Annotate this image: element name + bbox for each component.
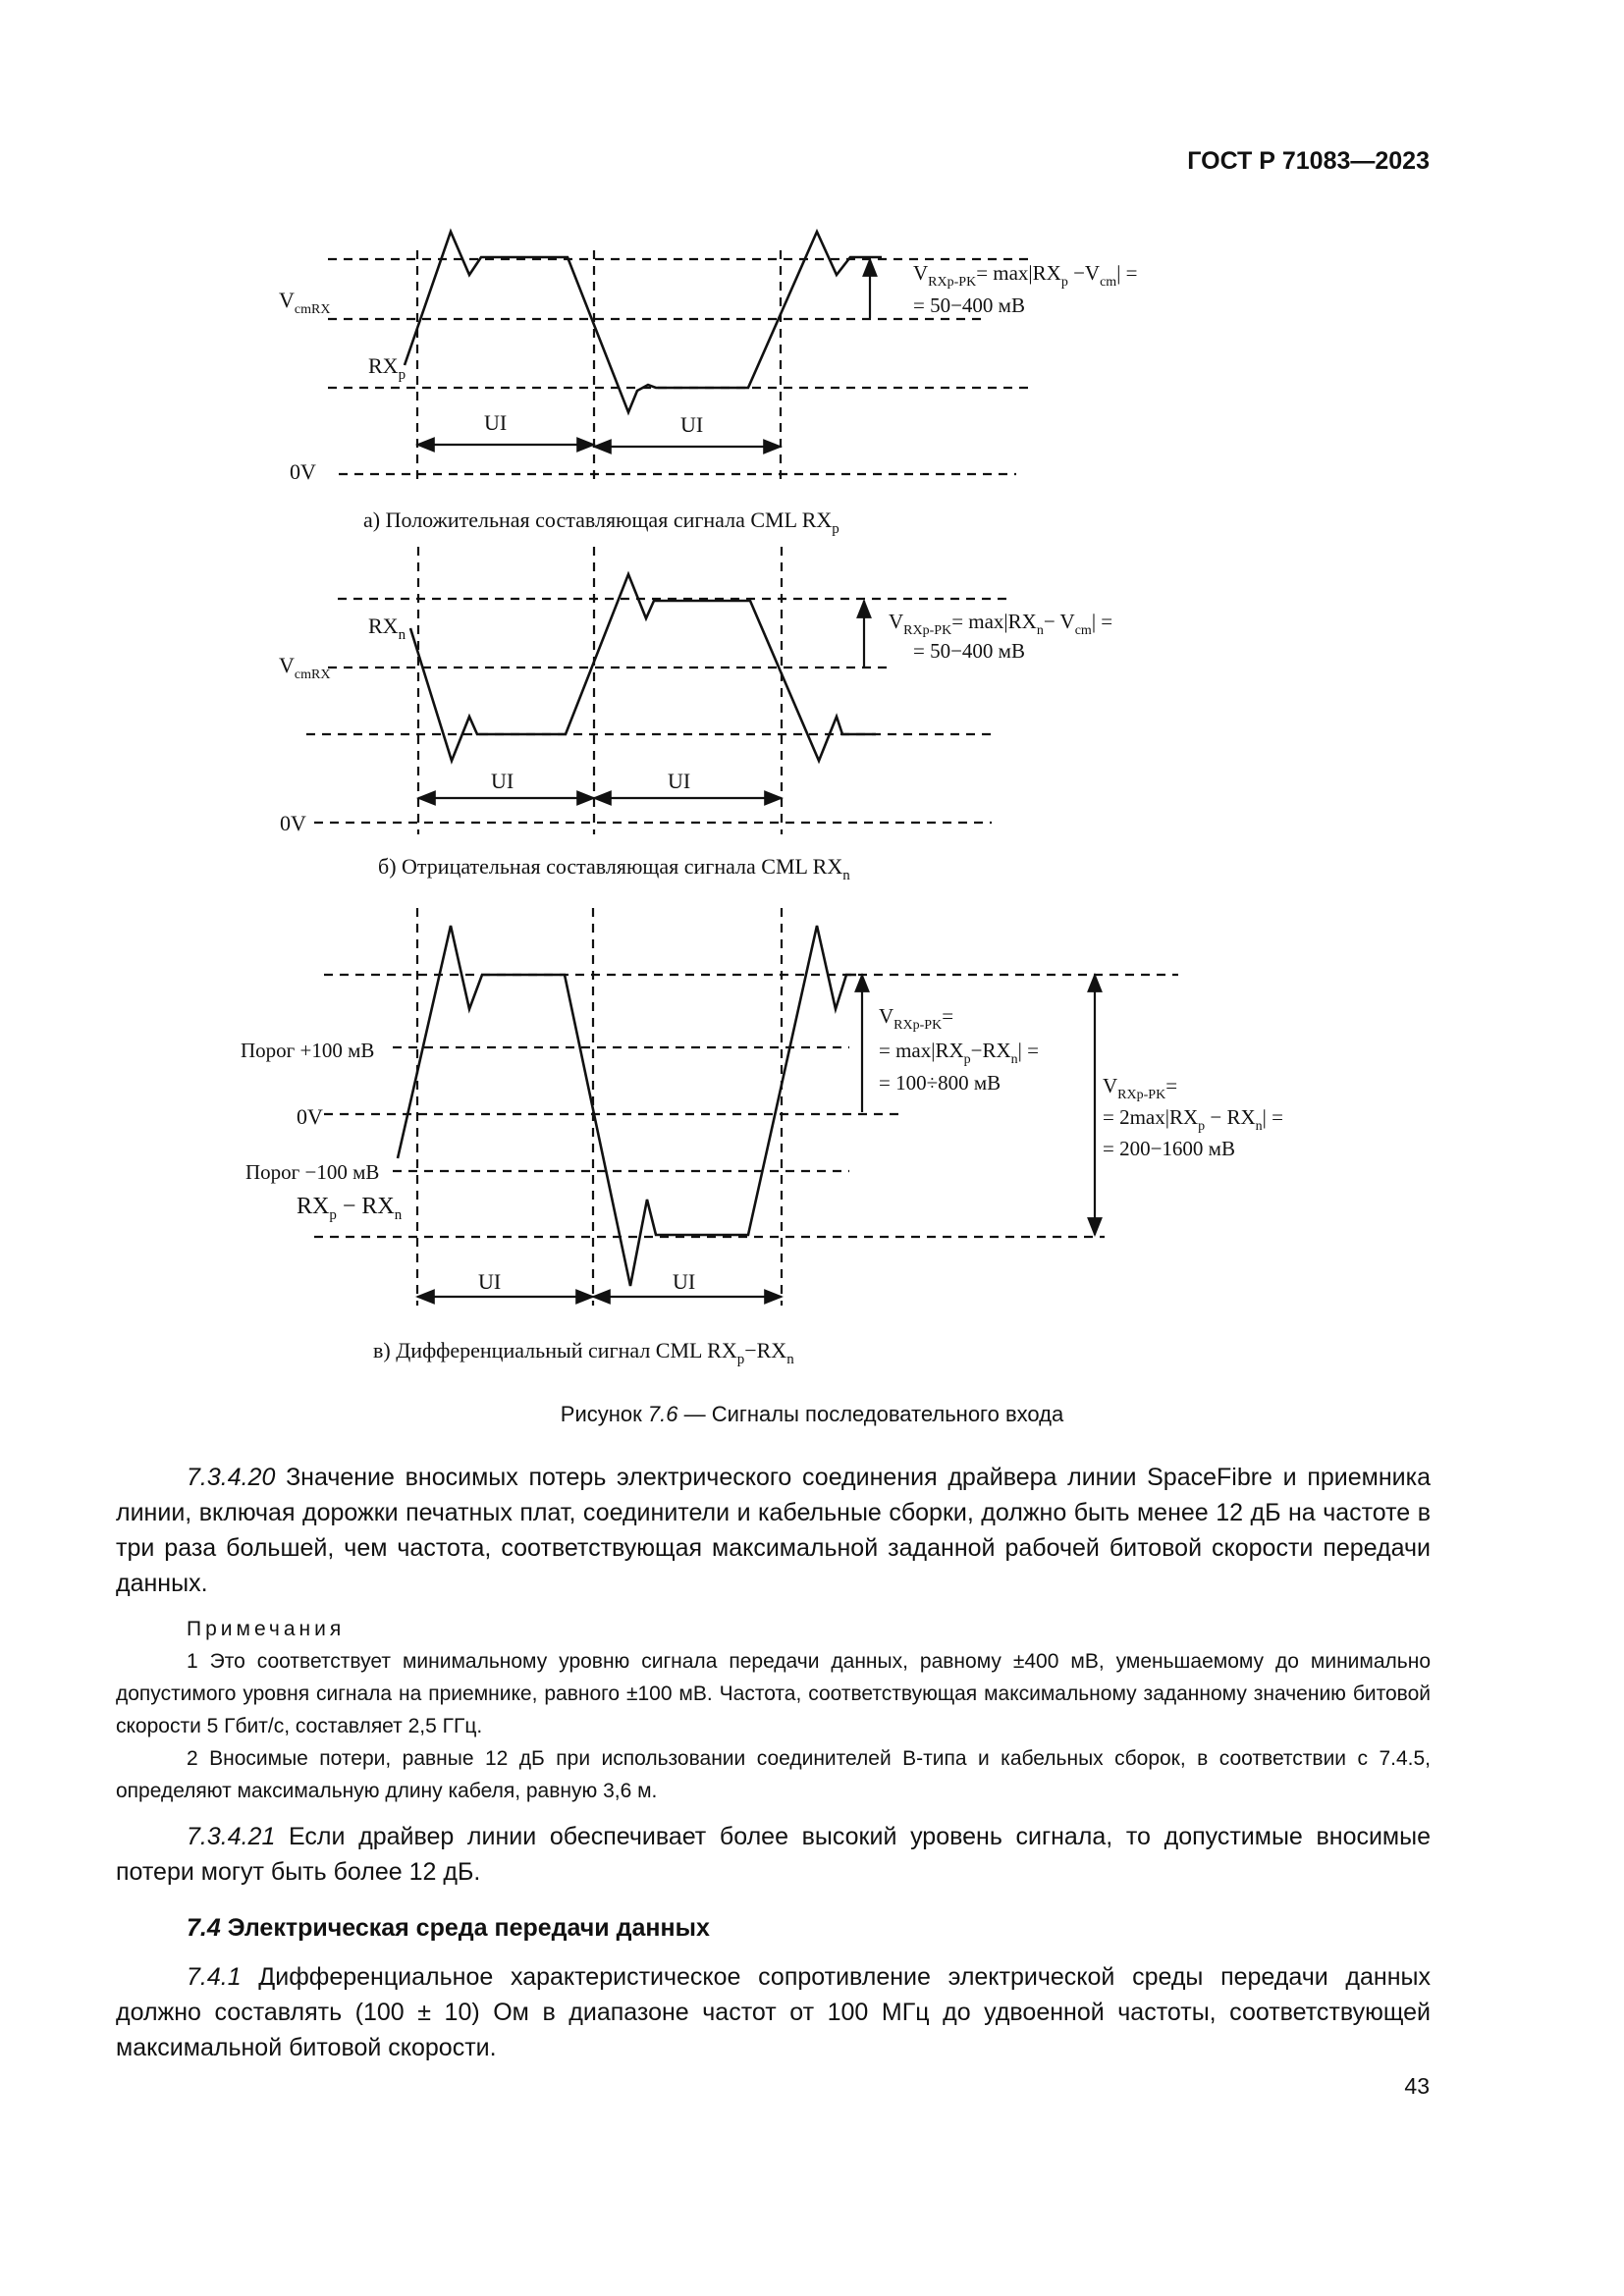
ui-label-a1: UI (484, 410, 508, 435)
threshold-plus-label: Порог +100 мВ (241, 1039, 375, 1062)
ui-label-b1: UI (491, 769, 514, 793)
notes-block (116, 1613, 1431, 1807)
formula-c2-line3: = 200−1600 мВ (1103, 1137, 1235, 1160)
document-header: ГОСТ Р 71083—2023 (1187, 147, 1430, 175)
ui-label-b2: UI (668, 769, 691, 793)
paragraph-text: Дифференциальное характеристическое сопротивление электрической среды передачи данных должно составлять (100 ± 10) Ом в диапазоне частот от 100 МГц до удвоенной частоты, соответствующей максимальной битовой скорости. (116, 1963, 1431, 2061)
panel-c-diagram (241, 908, 1283, 1367)
note-1: 1 Это соответствует минимальному уровню сигнала передачи данных, равному ±400 мВ, уменьшаемому до минимально допустимого уровня сигнала на приемнике, равного ±100 мВ. Частота, соответствующая максимальному заданному значению битовой скорости 5 Гбит/с, составляет 2,5 ГГц. (116, 1650, 1431, 1737)
formula-c1-line1: $V_{RXp-PK}=$ (879, 1004, 954, 1033)
diff-signal-label: $RX_p - RX_n$ (297, 1194, 403, 1223)
zero-label-a: 0V (290, 459, 316, 484)
section-title: Электрическая среда передачи данных (220, 1914, 710, 1942)
panel-a-caption: а) Положительная составляющая сигнала CML $RX_p$ (363, 507, 839, 537)
notes-title: Примечания (187, 1618, 346, 1640)
formula-c1-line3: = 100÷800 мВ (879, 1071, 1001, 1095)
paragraph-7-4-1 (116, 1959, 1431, 2065)
ui-label-a2: UI (680, 412, 704, 437)
formula-b-line2: = 50−400 мВ (913, 639, 1025, 663)
paragraph-number: 7.4.1 (187, 1963, 242, 1991)
paragraph-text: Значение вносимых потерь электрического соединения драйвера линии SpaceFibre и приемника линии, включая дорожки печатных плат, соединители и кабельные сборки, должно быть менее 12 дБ на частоте в три раза большей, чем частота, соответствующая максимальной заданной рабочей битовой скорости передачи данных. (116, 1464, 1431, 1597)
threshold-minus-label: Порог −100 мВ (245, 1160, 380, 1184)
ui-label-c1: UI (478, 1269, 502, 1294)
paragraph-7-3-4-20 (116, 1460, 1431, 1601)
section-number: 7.4 (187, 1914, 221, 1942)
figure-caption-number: 7.6 (647, 1402, 678, 1426)
panel-a-diagram (279, 232, 1138, 537)
paragraph-number: 7.3.4.20 (187, 1464, 276, 1491)
figure-caption-prefix: Рисунок (560, 1402, 648, 1426)
vcm-label-a: $V_{cmRX}$ (279, 288, 331, 317)
note-2: 2 Вносимые потери, равные 12 дБ при использовании соединителей В-типа и кабельных сборок, в соответствии с 7.4.5, определяют максимальную длину кабеля, равную 3,6 м. (116, 1747, 1431, 1802)
rxp-label: $RX_p$ (368, 353, 406, 383)
paragraph-7-3-4-21 (116, 1819, 1431, 1890)
formula-c2-line2: = $2\max|RX_p - RX_n|$ = (1103, 1105, 1283, 1134)
formula-c1-line2: = $\max|RX_p-RX_n|$ = (879, 1039, 1039, 1067)
formula-a-line1: $V_{RXp-PK}= \max|RX_p -V_{cm}|$ = (913, 261, 1138, 290)
panel-c-caption: в) Дифференциальный сигнал CML $RX_p-RX_n$ (373, 1338, 794, 1367)
waveform-diff (398, 926, 856, 1286)
formula-c2-line1: $V_{RXp-PK}=$ (1103, 1074, 1178, 1102)
vcm-label-b: $V_{cmRX}$ (279, 653, 331, 682)
panel-b-diagram (279, 547, 1112, 883)
figure-caption (0, 1402, 1624, 1427)
panel-b-caption: б) Отрицательная составляющая сигнала CML $RX_n$ (378, 854, 850, 883)
zero-label-c: 0V (297, 1104, 323, 1129)
figure-caption-text: — Сигналы последовательного входа (677, 1402, 1064, 1426)
formula-a-line2: = 50−400 мВ (913, 294, 1025, 317)
paragraph-number: 7.3.4.21 (187, 1823, 276, 1850)
zero-label-b: 0V (280, 811, 306, 835)
ui-label-c2: UI (673, 1269, 696, 1294)
formula-b-line1: $V_{RXp-PK}= \max|RX_n- V_{cm}|$ = (889, 610, 1113, 638)
paragraph-text: Если драйвер линии обеспечивает более высокий уровень сигнала, то допустимые вносимые потери могут быть более 12 дБ. (116, 1823, 1431, 1886)
section-heading (187, 1914, 710, 1943)
rxn-label: $RX_n$ (368, 614, 406, 643)
page-number: 43 (1404, 2073, 1430, 2099)
